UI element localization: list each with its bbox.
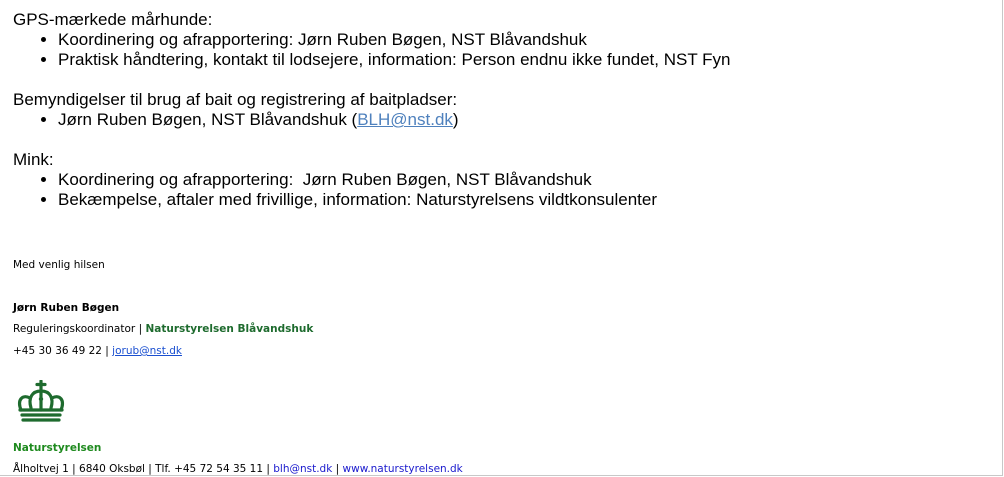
org-email-link[interactable]: blh@nst.dk — [273, 463, 333, 475]
email-body — [13, 10, 994, 210]
list-item: • Koordinering og afrapportering: Jørn Ruben Bøgen, NST Blåvandshuk — [58, 30, 994, 50]
list-item: • Koordinering og afrapportering: Jørn Ruben Bøgen, NST Blåvandshuk — [58, 170, 994, 190]
list-item-suffix: ) — [452, 110, 459, 129]
section-heading-gps: GPS-mærkede mårhunde: — [13, 10, 213, 29]
separator: | — [332, 463, 343, 475]
signature-phone: +45 30 36 49 22 — [13, 345, 102, 357]
signature-email-link[interactable]: jorub@nst.dk — [112, 345, 182, 357]
blh-email-link[interactable]: BLH@nst.dk — [357, 110, 453, 129]
org-address: Ålholtvej 1 | 6840 Oksbøl | Tlf. +45 72 54 35 11 | — [13, 463, 274, 475]
section-heading-bait: Bemyndigelser til brug af bait og registrering af baitpladser: — [13, 90, 458, 109]
signature-name: Jørn Ruben Bøgen — [13, 302, 120, 314]
crown-icon — [14, 380, 68, 426]
list-bait — [13, 110, 994, 130]
list-item: • Praktisk håndtering, kontakt til lodsejere, information: Person endnu ikke fundet, NST Fyn — [58, 50, 994, 70]
list-mink — [13, 170, 994, 210]
spacer — [13, 130, 994, 150]
signature-contact-line — [13, 345, 182, 357]
list-item-text: Jørn Ruben Bøgen, NST Blåvandshuk ( — [58, 110, 358, 129]
signature-role-line — [13, 323, 313, 335]
list-item: • Bekæmpelse, aftaler med frivillige, information: Naturstyrelsens vildtkonsulenter — [58, 190, 994, 210]
org-address-line — [13, 463, 463, 475]
section-heading-mink: Mink: — [13, 150, 54, 169]
list-gps — [13, 30, 994, 70]
website-link[interactable]: www.naturstyrelsen.dk — [342, 463, 463, 475]
separator: | — [101, 345, 113, 357]
signature-role: Reguleringskoordinator — [13, 323, 136, 335]
spacer — [13, 70, 994, 90]
signature-greeting: Med venlig hilsen — [13, 259, 105, 271]
signature-unit: Naturstyrelsen Blåvandshuk — [145, 323, 314, 335]
list-item — [58, 110, 994, 130]
separator: | — [135, 323, 146, 335]
org-name: Naturstyrelsen — [13, 442, 102, 454]
